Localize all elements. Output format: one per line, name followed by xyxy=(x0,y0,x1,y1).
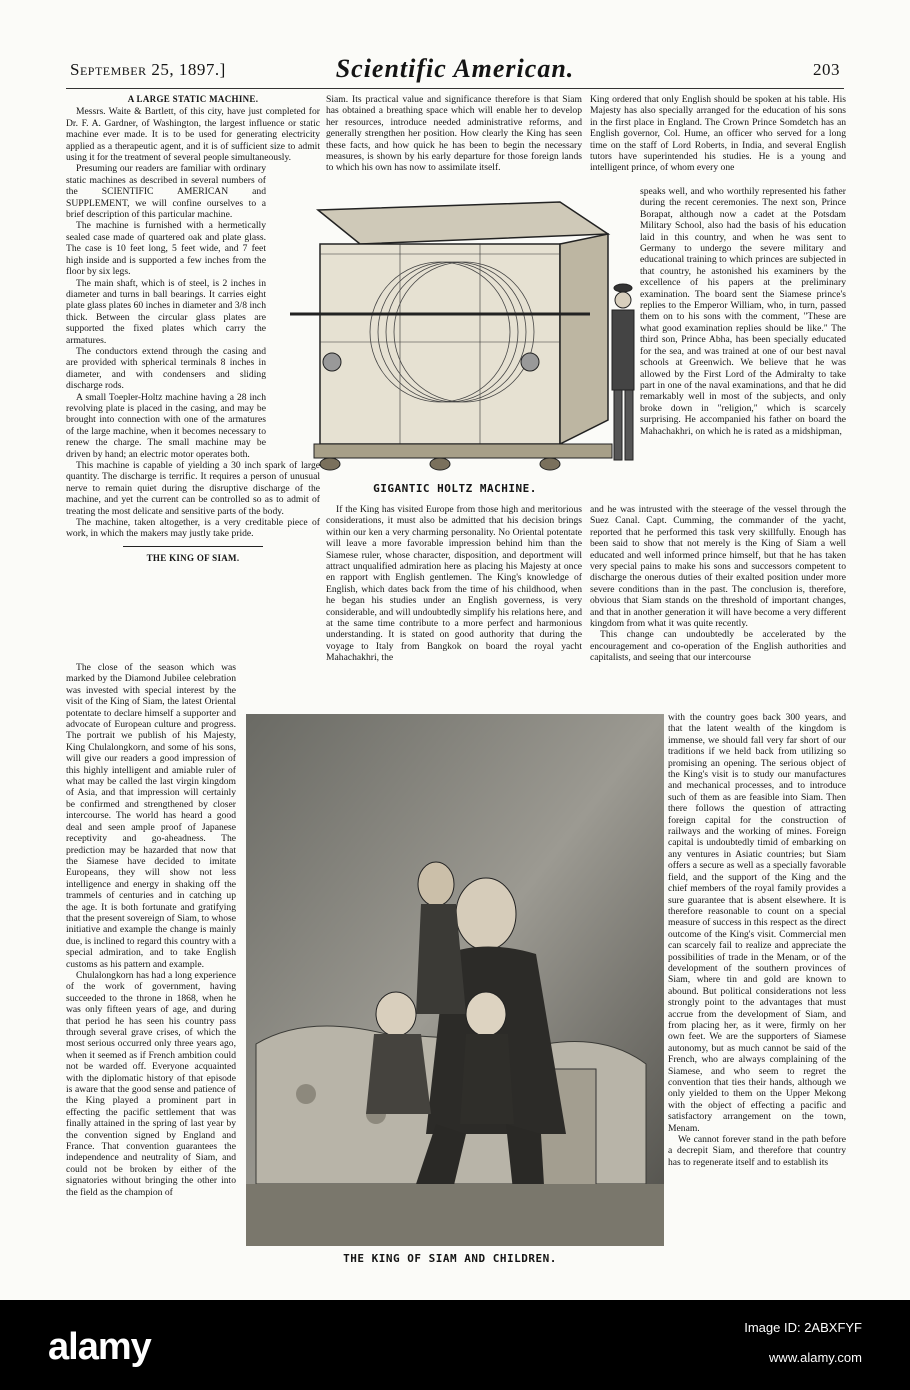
static-machine-p1: Messrs. Waite & Bartlett, of this city, have just completed for Dr. F. A. Gardner, of Washington, the largest influence or static machine ever made. It is to be used for generating electricity applied as a therapeutic agent, and it is of sufficient size to admit using it for the treatment of several people simultaneously. xyxy=(66,106,320,164)
static-machine-p3: The machine is furnished with a hermetically sealed case made of quartered oak and plate glass. The case is 10 feet long, 5 feet wide, and 7 feet high inside and is supported a few inches from the floor by six legs. xyxy=(66,220,266,278)
machine-case-front xyxy=(320,244,560,444)
king-article-col3-bottom-p1: with the country goes back 300 years, and that the latent wealth of the kingdom is immense, we should fall very far short of our traditions if we held back from utilizing so promising an opening. The serious object of the King's visit is to study our manufactures and mechanical processes, and to introduce such of them as are feasible into Siam. Then there follows the question of attracting foreign capital for the construction of railways and the working of mines. Foreign capital is undoubtedly timid of embarking on any ventures in Asiatic countries; but Siam offers a secure as well as a specially favorable field, and the support of the King and the chief members of the royal family provides a sure guarantee that is absent elsewhere. It is therefore reasonable to count on a special measure of success in this respect as the direct outcome of the King's visit. Commercial men can scarcely fail to realize and appreciate the possibilities of trade in the Menam, or of the development of the southern provinces of Siam, where tin and gold are known to abound. But political considerations not less strongly point to the advantages that must accrue from the development of Siam, and from placing her, as it were, firmly on her own feet. We are the supporters of Siamese autonomy, but as much cannot be said of the French, who are always complaining of the Siamese, and who seem to regret the convention that ties their hands, although we only yielded to them on the Upper Mekong with the object of effecting a pacific and satisfactory arrangement on the town, Menam. xyxy=(668,712,846,1134)
standing-man-figure xyxy=(612,284,634,460)
king-article-col2-mid xyxy=(326,504,582,710)
static-machine-p7: This machine is capable of yielding a 30 inch spark of large quantity. The discharge is terrific. It requires a person of unusual nerve to remain quiet during the disruptive discharge of the machine, and yet the current can be controlled so as to admit of treating the most delicate and sensitive parts of the body. xyxy=(66,460,320,517)
king-article-col2-top-text: Siam. Its practical value and significance therefore is that Siam has obtained a breathing space which will enable her to develop her resources, introduce needed administrative reforms, and generally strengthen her position. How clearly the King has seen these facts, and how quick he has been to begin the necessary measures, is shown by his early departure for those foreign lands to which his own has now to assimilate itself. xyxy=(326,94,582,174)
page-number: 203 xyxy=(813,60,840,79)
child-center-figure xyxy=(460,992,514,1124)
image-id: Image ID: 2ABXFYF xyxy=(744,1320,862,1335)
king-article-col3-right xyxy=(640,186,846,506)
king-article-col3-top-text: King ordered that only English should be spoken at his table. His Majesty has also specially arranged for the education of his sons in the first place in England. The Crown Prince Somdetch has an English governor, Col. Hume, an officer who served for a long time on the staff of Lord Roberts, in India, and several English tutors have superintended his studies. He is a young and intelligent prince, of whom every one xyxy=(590,94,846,174)
king-article-col3-bottom-p2: We cannot forever stand in the path before a decrepit Siam, and therefore that country has to regenerate itself and to establish its xyxy=(668,1134,846,1168)
king-article-col3-top xyxy=(590,94,846,190)
king-of-siam-photograph xyxy=(246,714,664,1246)
king-article-col3-mid-p2: This change can undoubtedly be accelerated by the encouragement and co-operation of the English authorities and capitalists, and seeing that our intercourse xyxy=(590,629,846,664)
section-divider xyxy=(123,546,263,547)
static-machine-p2: Presuming our readers are familiar with ordinary static machines as described in several numbers of the SCIENTIFIC AMERICAN and SUPPLEMENT, we will confine ourselves to a brief description of this particular machine. xyxy=(66,163,266,221)
static-machine-title: A LARGE STATIC MACHINE. xyxy=(127,94,259,104)
floor-carpet xyxy=(246,1184,664,1246)
king-article-col3-bottom xyxy=(668,712,846,1252)
king-article-col3-mid xyxy=(590,504,846,710)
static-machine-p8: The machine, taken altogether, is a very creditable piece of work, in which the makers may justly take pride. xyxy=(66,517,320,540)
static-machine-p6: A small Toepler-Holtz machine having a 28 inch revolving plate is placed in the casing, and may be brought into connection with one of the armatures of the large machine, when it becomes necessary to renew the charge. The small machine may be driven by hand; an electric motor operates both. xyxy=(66,391,266,460)
masthead: Scientific American. xyxy=(335,54,575,83)
king-article-col1 xyxy=(66,662,236,1242)
issue-date: September 25, 1897.] xyxy=(70,60,226,79)
static-machine-p5: The conductors extend through the casing and are provided with spherical terminals 8 inches in diameter, and with condensers and sliding discharge rods. xyxy=(66,345,266,392)
king-article-p1: The close of the season which was marked by the Diamond Jubilee celebration was invested with special interest by the visit of the King of Siam, the latest Oriental potentate to declare himself a supporter and advocate of European culture and progress. The portrait we publish of his Majesty, King Chulalongkorn, and some of his sons, will give our readers a good impression of this highly intelligent and amiable ruler of what may be called the last virgin kingdom of Asia, and that impression will certainly be confirmed and strengthened by closer intercourse. The world has heard a good deal and seen ample proof of Japanese receptivity and go-aheadness. The prediction may be hazarded that now that the Siamese have decided to imitate Europeans, they will show not less intelligence and energy in shaking off the trammels of centuries and in catching up the age. It is both fortunate and gratifying that the present sovereign of Siam, to whose initiative and example the change is mainly due, is inclined to regard this country with a special admiration, and to take English customs as his pattern and example. xyxy=(66,662,236,970)
watermark-url: www.alamy.com xyxy=(769,1350,862,1365)
king-photo-caption: THE KING OF SIAM AND CHILDREN. xyxy=(343,1252,557,1265)
king-article-p2: Chulalongkorn has had a long experience of the work of government, having succeeded to the throne in 1868, when he was only fifteen years of age, and during that period he has seen his country pass through several grave crises, of which the most serious occurred only three years ago, when it seemed as if French ambition could not be warded off. Everyone acquainted with the diplomatic history of that episode is aware that the good sense and patience of the King played a prominent part in effecting the pacific settlement that was finally attained in the spring of last year by the convention signed by England and France. That convention guarantees the independence and neutrality of Siam, and could not be broken by either of the signatories without bringing the other into the field as the champion of xyxy=(66,969,236,1198)
holtz-machine-engraving xyxy=(290,192,640,482)
king-article-col2-top xyxy=(326,94,582,190)
holtz-machine-caption: GIGANTIC HOLTZ MACHINE. xyxy=(373,482,537,495)
static-machine-article xyxy=(66,94,320,669)
king-article-col3-mid-p1: and he was intrusted with the steerage of the vessel through the Suez Canal. Capt. Cumming, the commander of the yacht, reported that he performed this task very skillfully. Enough has been said to show that not merely is the King of Siam a well educated and well informed prince himself, but that he has taken very special pains to make his sons and successors competent to discharge the onerous duties of their exalted position under more severe conditions than in the past. The conclusion is, therefore, obvious that Siam stands on the threshold of important changes, and that in another generation it will have become a very different kingdom from what it was quite recently. xyxy=(590,504,846,630)
machine-case-top xyxy=(318,202,608,244)
king-article-col3-right-text: speaks well, and who worthily represented his father during the recent ceremonies. The next son, Prince Borapat, although now a cadet at the Potsdam Military School, also had the basis of his education laid in this country, and when he was sent to Germany to undergo the severe military and educational training to which princes are subjected in that country, he astonished his examiners by the excellence of his papers at the preliminary examination. The board sent the Siamese prince's replies to the Emperor William, who, in turn, passed them on to his sons with the comment, "These are what good examination replies should be like." The third son, Prince Abha, has been specially educated for the sea, and was trained at one of our best naval schools at Greenwich. We believe that he was allowed by the First Lord of the Admiralty to take part in one of the naval examinations, and that he did remarkably well in most of the subjects, and only broke down in "religion," which is scarcely surprising. He accompanied his father on board the Mahachakhri, on which he is rated as a midshipman, xyxy=(640,186,846,437)
terminal-left xyxy=(323,353,341,371)
king-article-col2-mid-text: If the King has visited Europe from those high and meritorious considerations, it must also be admitted that his decision brings within our ken a very charming personality. No Oriental potentate will leave a more favorable impression behind him than the Siamese ruler, whose character, disposition, and deportment will attract unqualified admiration here as placing his Majesty at once en rapport with English gentlemen. The King's knowledge of English, which dates back from the time of his childhood, when he began his studies under an English governess, is very considerable, and will undoubtedly simplify his relations here, and at the same time contribute to a more perfect and harmonious understanding. It is stated on good authority that during the voyage to Italy from Bangkok on board the royal yacht Mahachakhri, the xyxy=(326,504,582,664)
alamy-logo: alamy xyxy=(48,1326,151,1368)
king-of-siam-title: THE KING OF SIAM. xyxy=(146,552,240,563)
static-machine-p4: The main shaft, which is of steel, is 2 inches in diameter and turns in ball bearings. It carries eight plate glass plates 60 inches in diameter and 3/8 inch thick. Between the circular glass plates are supported the fixed plates which carry the armatures. xyxy=(66,277,266,346)
header-rule xyxy=(66,88,844,89)
stock-watermark-bar xyxy=(0,1300,910,1390)
machine-case-side xyxy=(560,234,608,444)
terminal-right xyxy=(521,353,539,371)
machine-base xyxy=(314,444,612,458)
